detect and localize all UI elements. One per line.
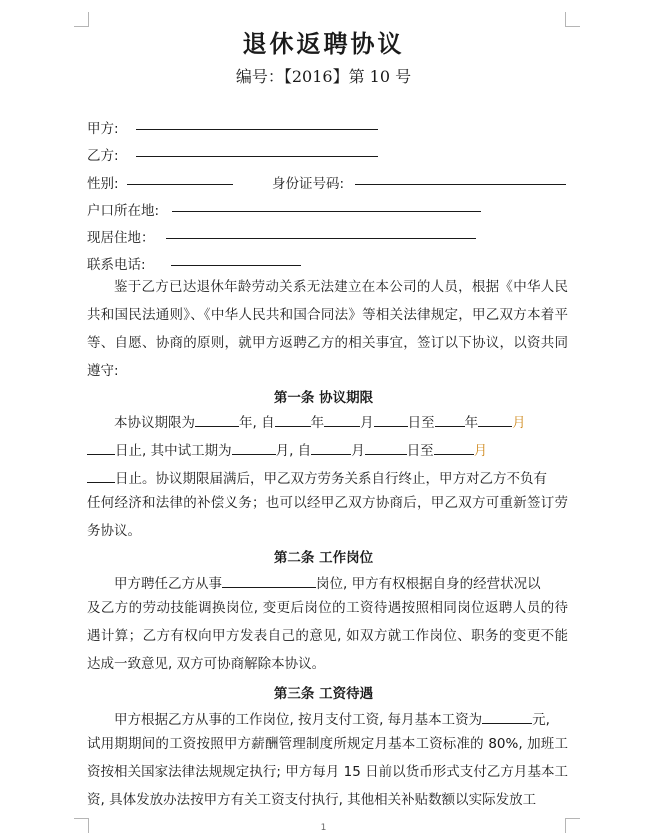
party-a-label: 甲方:: [87, 121, 119, 137]
page-number: 1: [320, 823, 327, 833]
gender-blank: [127, 183, 233, 185]
article-3-heading: 第三条 工资待遇: [273, 686, 374, 702]
article-1-heading: 第一条 协议期限: [273, 390, 374, 406]
id-number-label: 身份证号码:: [272, 176, 345, 192]
article-1-paragraph: 任何经济和法律的补偿义务；也可以经甲乙双方协商后，甲乙双方可重新签订劳务协议。: [87, 495, 568, 539]
article-2-paragraph: 及乙方的劳动技能调换岗位, 变更后岗位的工资待遇按照相同岗位返聘人员的待遇计算；乙方有权向甲方发表自己的意见, 如双方就工作岗位、职务的变更不能达成一致意见, 双方可协商解除本协议。: [87, 600, 568, 672]
party-a-blank: [136, 128, 378, 130]
gender-label: 性别:: [87, 176, 119, 192]
article-2-heading: 第二条 工作岗位: [273, 550, 374, 566]
party-b-blank: [136, 155, 378, 157]
residence-blank: [166, 237, 476, 239]
article-3-paragraph: 试用期期间的工资按照甲方薪酬管理制度所规定月基本工资标准的 80%, 加班工资按相关国家法律法规规定执行; 甲方每月 15 日前以货币形式支付乙方月基本工资, 具体发放办法按甲方有关工资支付执行, 其他相关补贴数额以实际发放工: [87, 736, 568, 808]
residence-label: 现居住地：: [87, 230, 155, 246]
phone-blank: [171, 264, 301, 266]
hukou-label: 户口所在地:: [87, 203, 160, 219]
article-1-line-1: 本协议期限为 年, 自 年 月 日至 年 月: [114, 415, 526, 431]
id-number-blank: [355, 183, 566, 185]
article-1-line-2: 日止, 其中试工期为 月, 自 月 日至 月: [87, 439, 487, 459]
preamble-paragraph: 鉴于乙方已达退休年龄劳动关系无法建立在本公司的人员，根据《中华人民共和国民法通则》、《中华人民共和国合同法》等相关法律规定，甲乙双方本着平等、自愿、协商的原则，就甲方返聘乙方的相关事宜，签订以下协议，以资共同遵守:: [87, 279, 568, 379]
phone-label: 联系电话:: [87, 257, 146, 273]
article-2-line-1: 甲方聘任乙方从事 岗位, 甲方有权根据自身的经营状况以: [114, 576, 541, 592]
hukou-blank: [172, 210, 481, 212]
document-title: 退休返聘协议: [242, 29, 405, 58]
party-b-label: 乙方:: [87, 148, 119, 164]
article-1-line-3: 日止。协议期限届满后，甲乙双方劳务关系自行终止，甲方对乙方不负有: [87, 467, 547, 487]
article-3-line-1: 甲方根据乙方从事的工作岗位, 按月支付工资, 每月基本工资为 元,: [114, 712, 550, 728]
document-number: 编号：【2016】第 10 号: [235, 67, 412, 86]
